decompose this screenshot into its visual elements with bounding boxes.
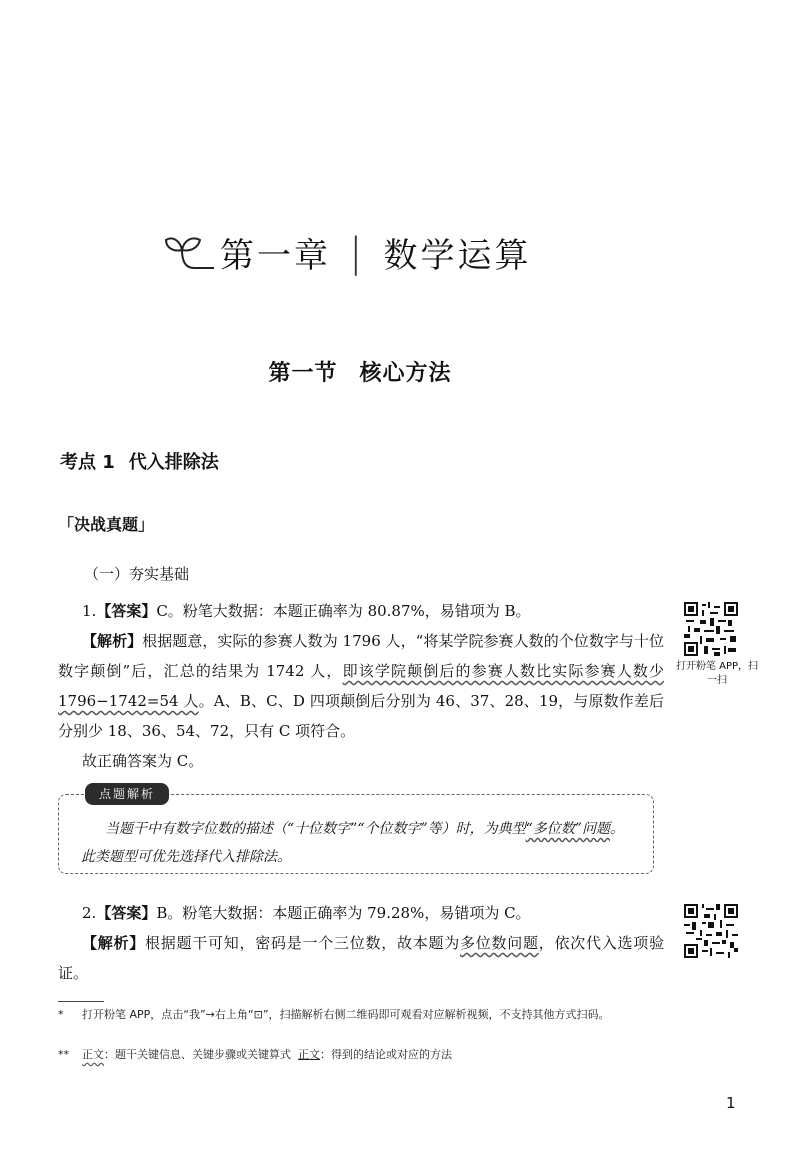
q2-number: 2. [82, 904, 97, 922]
footnote-2-key2-text: ：得到的结论或对应的方法 [320, 1048, 452, 1061]
q1-answer-text: C。粉笔大数据：本题正确率为 80.87%，易错项为 B。 [156, 602, 531, 620]
q1-answer [58, 596, 664, 626]
q1-analysis-b: 。A、B、C、D 四项颠倒后分别为 46、37、28、19，与原数作差后分别少 18、36、54、72，只有 C 项符合。 [58, 692, 665, 740]
footnote-1 [58, 1006, 668, 1024]
q1-answer-tag: 【答案】 [96, 602, 157, 620]
page-number: 1 [726, 1094, 736, 1112]
highlight-badge: 点题解析 [85, 783, 169, 805]
q1-analysis [58, 626, 664, 746]
q2-analysis-key: 多位数问题 [459, 934, 539, 952]
q2-analysis [58, 928, 664, 988]
topic-label: 考点 1 [60, 452, 115, 473]
footnote-2 [58, 1046, 668, 1064]
box-heading: 「决战真题」 [58, 515, 155, 534]
highlight-text [81, 815, 637, 871]
q1-analysis-a: 根据题意，实际的参赛人数为 1796 人，“将某学院参赛人数的个位数字与十位数字颠倒”后，汇总的结果为 1742 人， [58, 632, 664, 680]
q1-analysis-tag: 【解析】 [82, 632, 143, 650]
chapter-separator: | [349, 229, 366, 276]
footnote-1-mark: * [58, 1008, 64, 1021]
highlight-text-a: 当题干中有数字位数的描述（“十位数字”“个位数字”等）时，为典型 [105, 821, 526, 837]
q1-analysis-key: 即该学院颠倒后的参赛人数比实际参赛人数少 1796−1742=54 人 [58, 662, 664, 710]
section-name: 核心方法 [359, 361, 452, 386]
q2-analysis-tag: 【解析】 [82, 934, 145, 952]
footnote-2-key-text: ：题干关键信息、关键步骤或关键算式 [104, 1048, 291, 1061]
q2-answer-text: B。粉笔大数据：本题正确率为 79.28%，易错项为 C。 [156, 904, 531, 922]
section-title [0, 356, 720, 387]
footnote-2-key: 正文 [82, 1048, 104, 1061]
section-label: 第一节 [268, 361, 338, 386]
qr-code-icon[interactable] [684, 602, 738, 656]
chapter-title: 数学运算 [383, 236, 532, 276]
q2-answer-tag: 【答案】 [96, 904, 157, 922]
qr-caption: 打开粉笔 APP，扫一扫 [675, 661, 759, 686]
footnote-1-text: 打开粉笔 APP，点击“我”→右上角“⊡”，扫描解析右侧二维码即可观看对应解析视频，不支持其他方式扫码。 [82, 1008, 610, 1021]
qr-code-icon[interactable] [684, 904, 738, 958]
topic-heading [60, 448, 219, 474]
q2-analysis-a: 根据题干可知，密码是一个三位数，故本题为 [145, 934, 460, 952]
q2-answer [58, 898, 664, 928]
chapter-label: 第一章 [220, 236, 331, 276]
q1-conclusion: 故正确答案为 C。 [82, 752, 204, 770]
footnote-rule [58, 1001, 104, 1002]
highlight-key: “多位数”问题 [525, 821, 610, 837]
part-heading: （一）夯实基础 [84, 565, 190, 583]
highlight-box [58, 787, 654, 874]
footnote-2-key2: 正文 [298, 1048, 320, 1061]
topic-title: 代入排除法 [128, 452, 219, 473]
highlight-text-b: 。此类题型可优先选择代入排除法。 [81, 821, 624, 865]
footnote-2-mark: ** [58, 1048, 69, 1061]
q2-analysis-b: ，依次代入选项验证。 [58, 934, 664, 982]
chapter-heading [160, 228, 531, 277]
sprout-icon [160, 232, 216, 274]
q1-number: 1. [82, 602, 97, 620]
